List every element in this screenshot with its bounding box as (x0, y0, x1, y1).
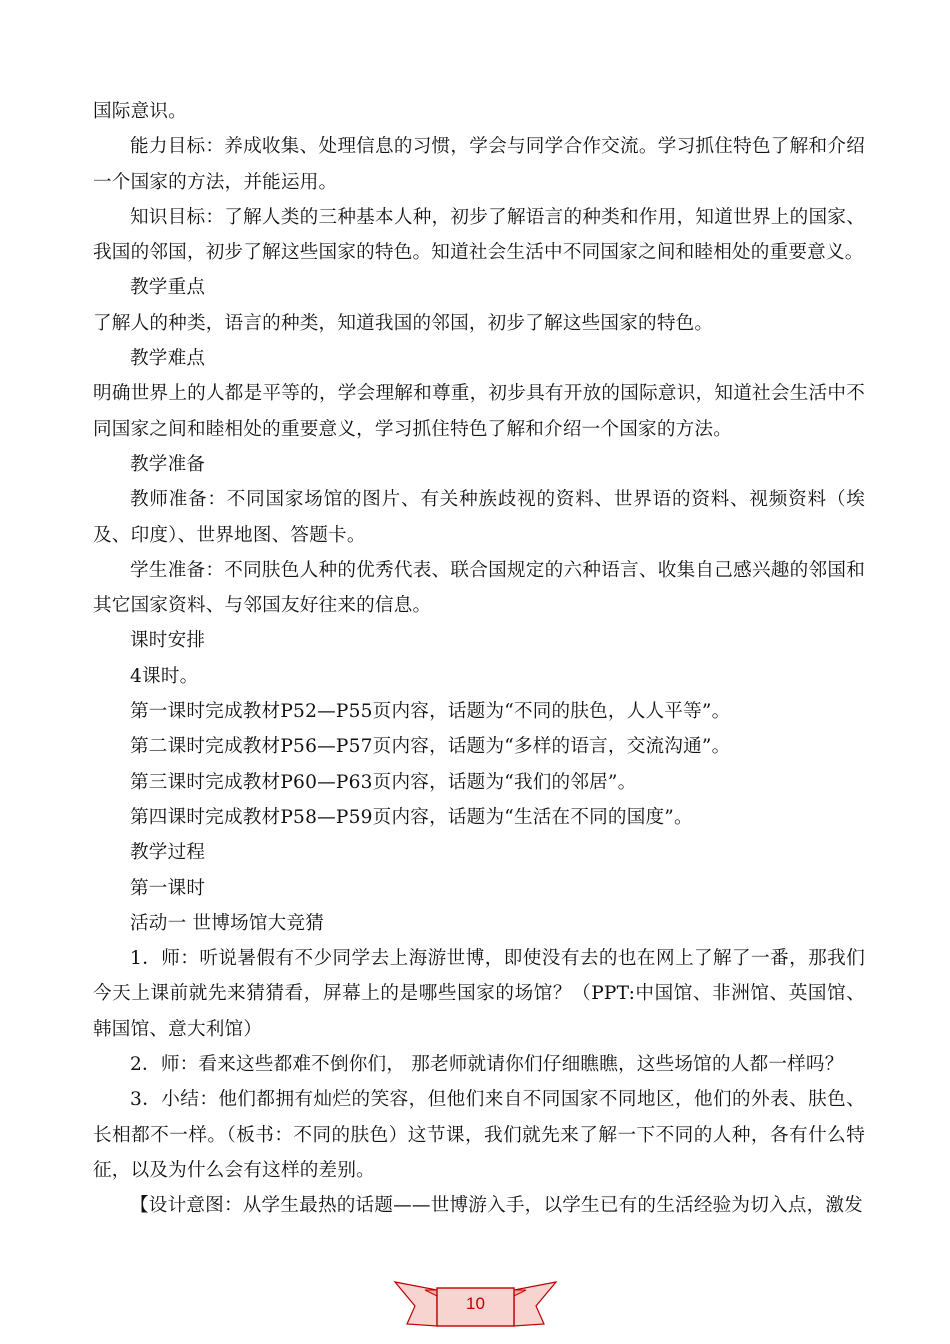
paragraph: 第四课时完成教材P58—P59页内容，话题为“生活在不同的国度”。 (130, 806, 693, 828)
paragraph: 活动一 世博场馆大竞猜 (130, 912, 325, 934)
page-number: 10 (466, 1294, 485, 1313)
paragraph: 能力目标：养成收集、处理信息的习惯，学会与同学合作交流。学习抓住特色了解和介绍一个国家的方法，并能运用。 (93, 136, 865, 193)
paragraph: 明确世界上的人都是平等的，学会理解和尊重，初步具有开放的国际意识，知道社会生活中不同国家之间和睦相处的重要意义，学习抓住特色了解和介绍一个国家的方法。 (93, 383, 865, 440)
paragraph: 教师准备：不同国家场馆的图片、有关种族歧视的资料、世界语的资料、视频资料（埃及、印度）、世界地图、答题卡。 (93, 489, 865, 546)
paragraph: 3．小结：他们都拥有灿烂的笑容，但他们来自不同国家不同地区，他们的外表、肤色、长相都不一样。（板书：不同的肤色）这节课，我们就先来了解一下不同的人种，各有什么特征，以及为什么会有这样的差别。 (93, 1089, 865, 1181)
paragraph: 学生准备：不同肤色人种的优秀代表、联合国规定的六种语言、收集自己感兴趣的邻国和其它国家资料、与邻国友好往来的信息。 (93, 559, 865, 617)
paragraph: 2．师：看来这些都难不倒你们， 那老师就请你们仔细瞧瞧，这些场馆的人都一样吗？ (130, 1054, 844, 1076)
paragraph: 第一课时 (130, 877, 206, 899)
paragraph: 课时安排 (130, 630, 206, 652)
paragraph: 1．师：听说暑假有不少同学去上海游世博，即使没有去的也在网上了解了一番，那我们今天上课前就先来猜猜看，屏幕上的是哪些国家的场馆？（PPT:中国馆、非洲馆、英国馆、韩国馆、意大利馆） (93, 948, 865, 1040)
paragraph: 知识目标：了解人类的三种基本人种，初步了解语言的种类和作用，知道世界上的国家、我国的邻国，初步了解这些国家的特色。知道社会生活中不同国家之间和睦相处的重要意义。 (93, 206, 865, 264)
paragraph: 【设计意图：从学生最热的话题——世博游入手，以学生已有的生活经验为切入点，激发 (130, 1195, 863, 1217)
document-body (93, 94, 865, 1224)
paragraph: 第一课时完成教材P52—P55页内容，话题为“不同的肤色，人人平等”。 (130, 701, 731, 723)
paragraph: 第二课时完成教材P56—P57页内容，话题为“多样的语言，交流沟通”。 (130, 736, 731, 758)
paragraph: 国际意识。 (93, 101, 187, 122)
paragraph: 4课时。 (130, 665, 199, 687)
paragraph: 教学过程 (130, 842, 206, 864)
paragraph: 教学重点 (130, 277, 206, 299)
paragraph: 了解人的种类，语言的种类，知道我国的邻国，初步了解这些国家的特色。 (93, 312, 714, 334)
paragraph: 教学准备 (130, 453, 206, 475)
paragraph: 第三课时完成教材P60—P63页内容，话题为“我们的邻居”。 (130, 771, 637, 793)
paragraph: 教学难点 (130, 348, 206, 370)
